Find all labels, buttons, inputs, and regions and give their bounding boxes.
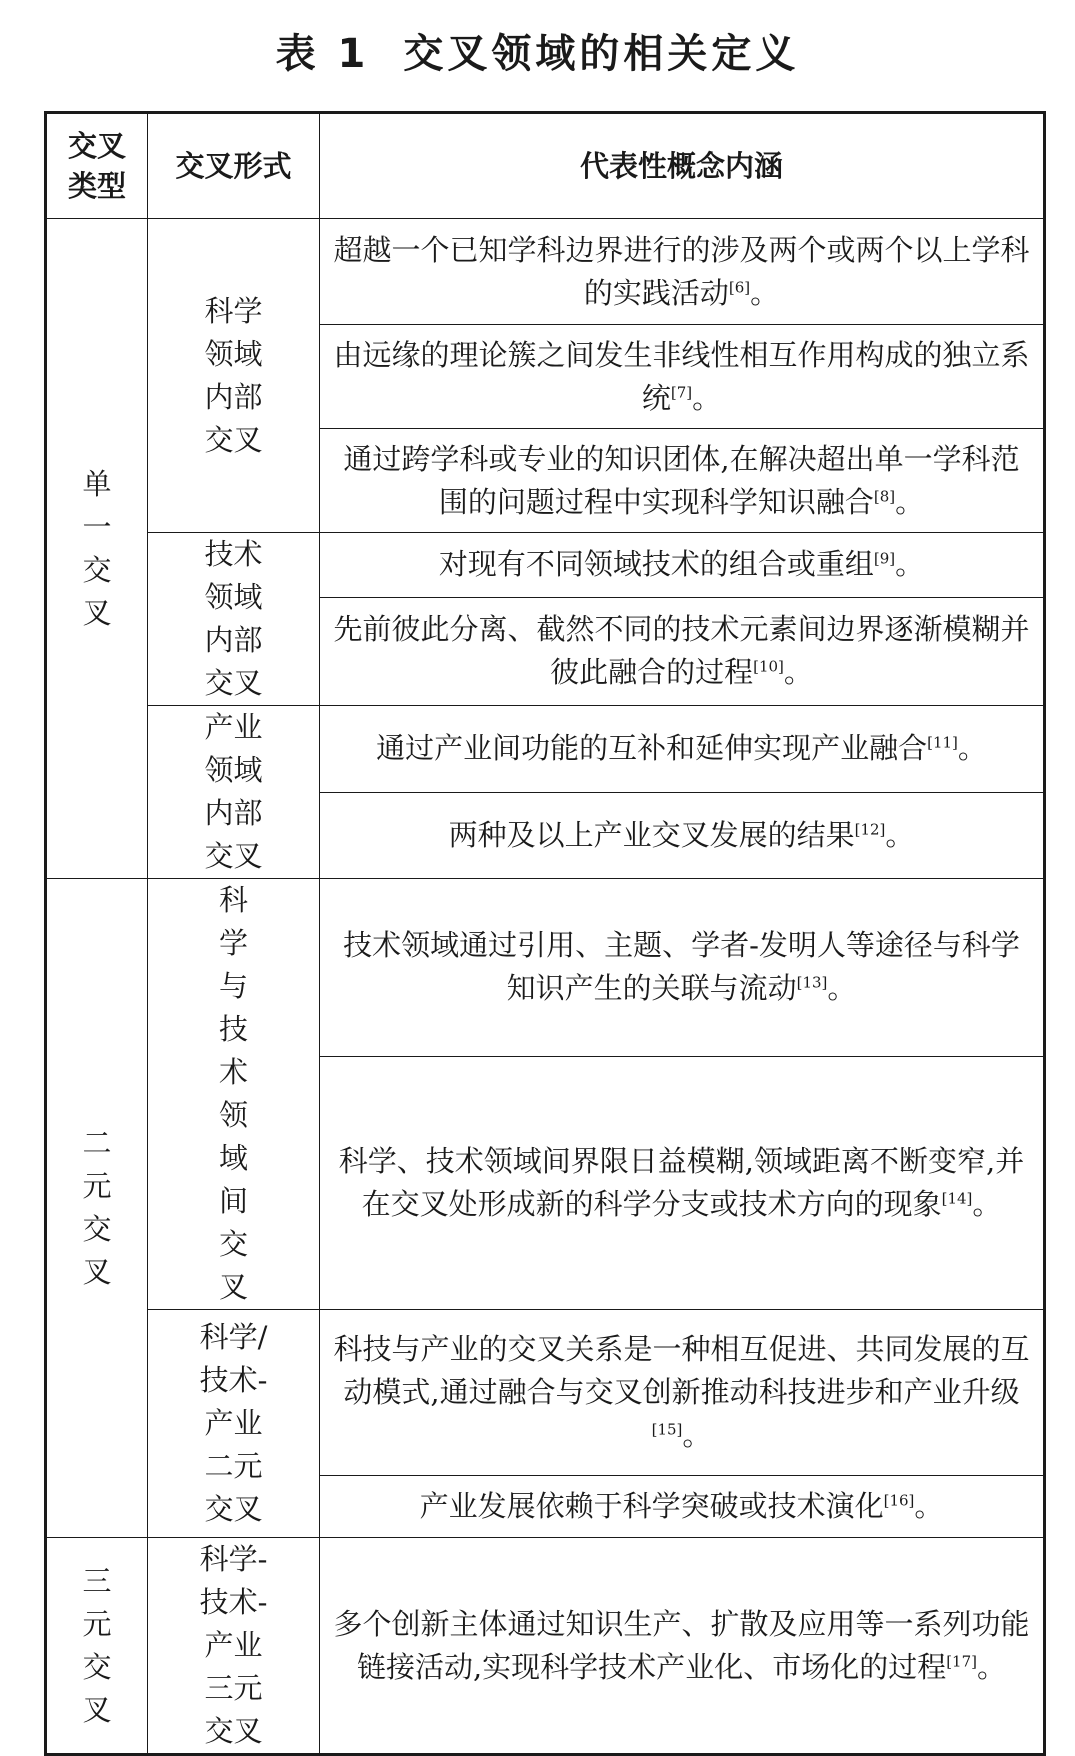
- sentence-end: 。: [972, 1186, 1002, 1221]
- cell-definition: [320, 1056, 1045, 1309]
- sentence-end: 。: [957, 731, 987, 766]
- citation-ref: [16]: [883, 1491, 915, 1510]
- table-row: [46, 219, 1045, 325]
- header-concept: 代表性概念内涵: [320, 113, 1045, 219]
- citation-ref: [9]: [873, 549, 896, 568]
- sentence-end: 。: [895, 484, 925, 519]
- citation-ref: [14]: [941, 1189, 973, 1208]
- cell-cross-type: [46, 1538, 148, 1755]
- sentence-end: 。: [783, 655, 813, 690]
- citation-ref: [8]: [873, 486, 896, 505]
- cross-form-label: 科学-技术-产业三元交叉: [199, 1542, 268, 1748]
- cell-definition: [320, 1476, 1045, 1538]
- citation-ref: [7]: [670, 382, 693, 401]
- cell-definition: [320, 1538, 1045, 1755]
- citation-ref: [15]: [651, 1420, 683, 1439]
- definition-text: 超越一个已知学科边界进行的涉及两个或两个以上学科的实践活动: [333, 232, 1030, 310]
- definition-text: 多个创新主体通过知识生产、扩散及应用等一系列功能链接活动,实现科学技术产业化、市场化的过程: [333, 1606, 1030, 1684]
- citation-ref: [12]: [854, 820, 886, 839]
- sentence-end: 。: [885, 817, 915, 852]
- sentence-end: 。: [914, 1489, 944, 1523]
- cell-cross-type: [46, 879, 148, 1538]
- definition-text: 通过跨学科或专业的知识团体,在解决超出单一学科范围的问题过程中实现科学知识融合: [343, 441, 1020, 519]
- cross-form-label: 科学与技术领域间交叉: [218, 883, 248, 1304]
- definition-text: 对现有不同领域技术的组合或重组: [438, 547, 874, 582]
- table-caption: 交叉领域的相关定义: [403, 31, 800, 77]
- cell-cross-form: [148, 1310, 320, 1538]
- cell-definition: [320, 597, 1045, 705]
- definitions-table: [44, 111, 1046, 1756]
- cell-definition: [320, 879, 1045, 1057]
- definition-text: 科学、技术领域间界限日益模糊,领域距离不断变窄,并在交叉处形成新的科学分支或技术方向的现象: [338, 1143, 1025, 1221]
- table-row: [46, 1538, 1045, 1755]
- definition-text: 通过产业间功能的互补和延伸实现产业融合: [376, 731, 928, 766]
- table-row: [46, 879, 1045, 1057]
- sentence-end: 。: [895, 547, 925, 582]
- table-row: [46, 706, 1045, 793]
- citation-ref: [17]: [946, 1651, 977, 1670]
- cross-form-label: 科学领域内部交叉: [204, 293, 263, 457]
- cross-form-label: 科学/技术-产业二元交叉: [199, 1320, 268, 1526]
- cell-definition: [320, 429, 1045, 533]
- cross-type-label: 三元交叉: [82, 1563, 112, 1727]
- sentence-end: 。: [692, 380, 722, 415]
- cell-definition: [320, 792, 1045, 879]
- table-row: [46, 533, 1045, 598]
- citation-ref: [10]: [753, 657, 784, 676]
- header-row: [46, 113, 1045, 219]
- sentence-end: 。: [827, 971, 857, 1006]
- table-row: [46, 1310, 1045, 1476]
- cell-definition: [320, 533, 1045, 598]
- cell-cross-form: [148, 879, 320, 1310]
- cell-cross-form: [148, 219, 320, 533]
- definition-text: 科技与产业的交叉关系是一种相互促进、共同发展的互动模式,通过融合与交叉创新推动科技进步和产业升级: [333, 1332, 1030, 1409]
- sentence-end: 。: [750, 275, 780, 310]
- citation-ref: [13]: [796, 973, 828, 992]
- cell-definition: [320, 325, 1045, 429]
- table-body: [46, 219, 1045, 1755]
- cell-definition: [320, 706, 1045, 793]
- cell-cross-type: [46, 219, 148, 879]
- definition-text: 由远缘的理论簇之间发生非线性相互作用构成的独立系统: [333, 337, 1030, 415]
- cross-form-label: 产业领域内部交叉: [204, 710, 263, 873]
- definition-text: 先前彼此分离、截然不同的技术元素间边界逐渐模糊并彼此融合的过程: [333, 612, 1030, 690]
- table-title: [0, 22, 1075, 79]
- cell-cross-form: [148, 533, 320, 706]
- header-form: 交叉形式: [148, 113, 320, 219]
- definition-text: 技术领域通过引用、主题、学者-发明人等途径与科学知识产生的关联与流动: [343, 928, 1020, 1006]
- cell-cross-form: [148, 706, 320, 879]
- definition-text: 产业发展依赖于科学突破或技术演化: [419, 1489, 884, 1523]
- header-type: 交叉 类型: [46, 113, 148, 219]
- definition-text: 两种及以上产业交叉发展的结果: [448, 817, 855, 852]
- table-number: 表 1: [275, 31, 370, 77]
- cell-definition: [320, 219, 1045, 325]
- citation-ref: [6]: [728, 277, 751, 296]
- cross-type-label: 单一交叉: [82, 466, 112, 630]
- cross-type-label: 二元交叉: [82, 1126, 112, 1289]
- cell-definition: [320, 1310, 1045, 1476]
- citation-ref: [11]: [927, 733, 958, 752]
- cell-cross-form: [148, 1538, 320, 1755]
- sentence-end: 。: [682, 1418, 712, 1452]
- cross-form-label: 技术领域内部交叉: [204, 537, 263, 700]
- sentence-end: 。: [977, 1649, 1007, 1684]
